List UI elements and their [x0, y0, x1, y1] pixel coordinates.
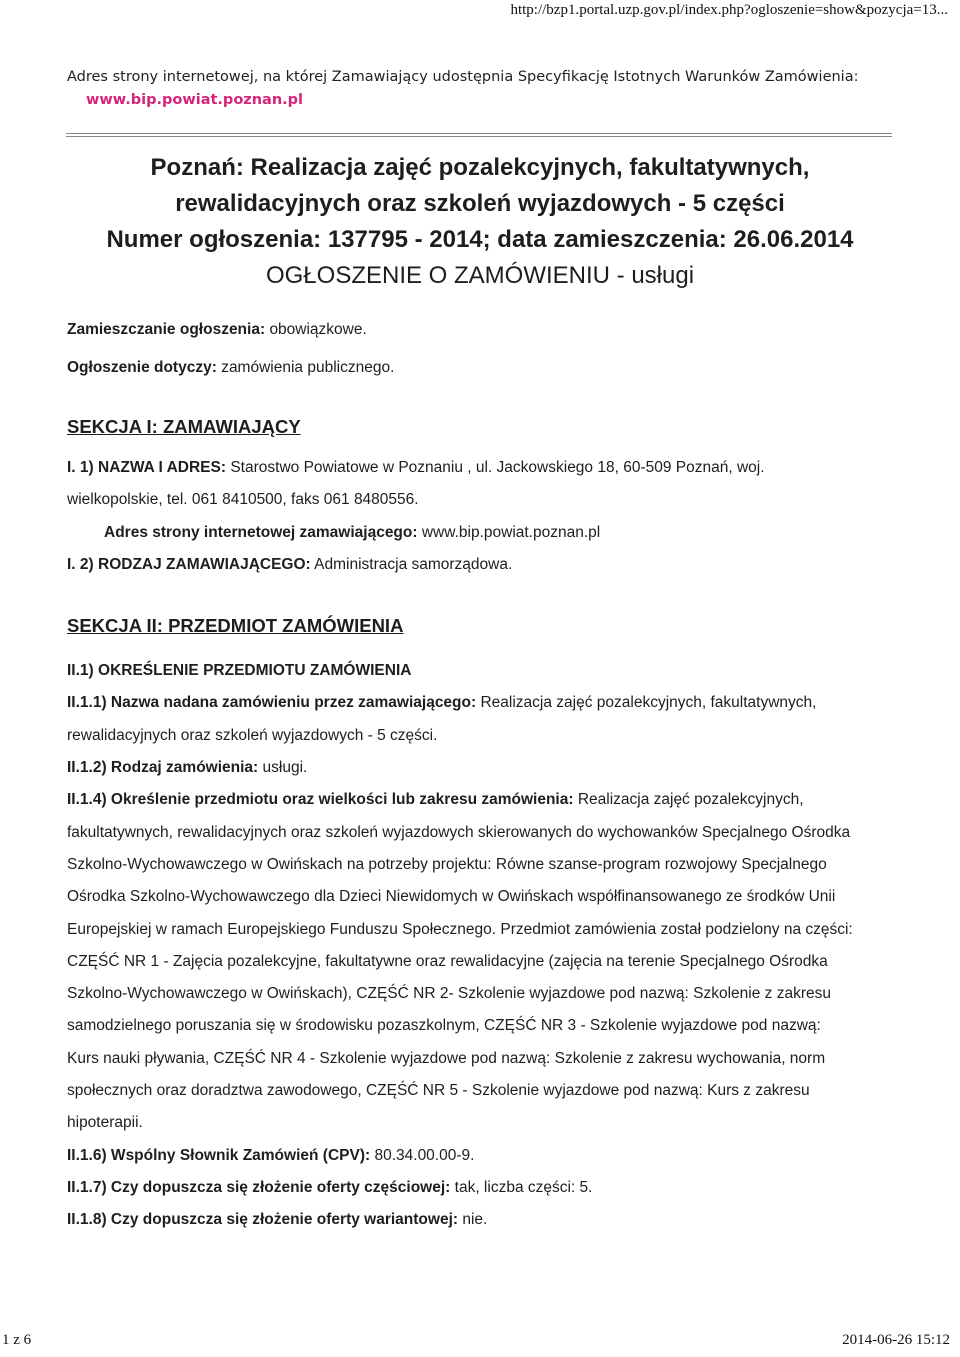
placement-row [67, 320, 907, 340]
desc-line: fakultatywnych, rewalidacyjnych oraz szkoleń wyjazdowych skierowanych do wychowanków Specjalnego Ośrodka [67, 823, 851, 841]
authority-type-value: Administracja samorządowa. [314, 555, 513, 573]
header-divider [66, 133, 892, 137]
authority-type-row [67, 549, 907, 581]
print-datetime: 2014-06-26 15:12 [842, 1332, 950, 1348]
notice-title-line-1: Poznań: Realizacja zajęć pozalekcyjnych, fakultatywnych, [150, 154, 810, 181]
contract-description-row [67, 784, 907, 1139]
contract-kind-value: usługi. [262, 759, 308, 777]
partial-offer-value: tak, liczba części: 5. [454, 1178, 593, 1196]
cpv-label: II.1.6) Wspólny Słownik Zamówień (CPV): [67, 1146, 371, 1164]
name-address-row [67, 452, 907, 517]
www-label: Adres strony internetowej zamawiającego: [104, 523, 418, 541]
variant-offer-row [67, 1204, 907, 1236]
variant-offer-label: II.1.8) Czy dopuszcza się złożenie oferty wariantowej: [67, 1211, 459, 1229]
concerns-label: Ogłoszenie dotyczy: [67, 359, 217, 376]
subject-subheading [67, 655, 907, 687]
placement-value: obowiązkowe. [269, 321, 367, 338]
desc-line: hipoterapii. [67, 1114, 143, 1132]
contract-description-label: II.1.4) Określenie przedmiotu oraz wielkości lub zakresu zamówienia: [67, 791, 574, 809]
notice-title-block [60, 150, 900, 294]
section-2-heading: SEKCJA II: PRZEDMIOT ZAMÓWIENIA [67, 615, 404, 637]
cpv-value: 80.34.00.00-9. [374, 1146, 475, 1164]
variant-offer-value: nie. [462, 1211, 488, 1229]
subject-subheading-text: II.1) OKREŚLENIE PRZEDMIOTU ZAMÓWIENIA [67, 662, 412, 680]
contract-kind-row [67, 752, 907, 784]
desc-line: samodzielnego poruszania się w środowisku pozaszkolnym, CZĘŚĆ NR 3 - Szkolenie wyjazdowe pod nazwą: [67, 1017, 821, 1035]
authority-type-label: I. 2) RODZAJ ZAMAWIAJĄCEGO: [67, 555, 311, 573]
concerns-row [67, 358, 907, 378]
print-url-header: http://bzp1.portal.uzp.gov.pl/index.php?ogloszenie=show&pozycja=13... [510, 2, 948, 18]
siwz-address-link[interactable]: www.bip.powiat.poznan.pl [86, 92, 304, 108]
desc-line: społecznych oraz doradztwa zawodowego, CZĘŚĆ NR 5 - Szkolenie wyjazdowe pod nazwą: Kurs z zakresu [67, 1082, 810, 1100]
desc-line: Ośrodka Szkolno-Wychowawczego dla Dzieci Niewidomych w Owińskach współfinansowanego ze środków Unii [67, 888, 836, 906]
contract-name-value: Realizacja zajęć pozalekcyjnych, fakultatywnych, [480, 694, 817, 712]
partial-offer-label: II.1.7) Czy dopuszcza się złożenie oferty częściowej: [67, 1178, 451, 1196]
contract-name-label: II.1.1) Nazwa nadana zamówieniu przez zamawiającego: [67, 694, 477, 712]
placement-label: Zamieszczanie ogłoszenia: [67, 321, 266, 338]
desc-line: Szkolno-Wychowawczego w Owińskach na potrzeby projektu: Równe szanse-program rozwojowy Specjalnego [67, 855, 827, 873]
notice-content [67, 320, 907, 1237]
desc-line: Europejskiej w ramach Europejskiego Funduszu Społecznego. Przedmiot zamówienia został podzielony na części: [67, 920, 853, 938]
www-row [67, 517, 907, 549]
notice-number-line: Numer ogłoszenia: 137795 - 2014; data zamieszczenia: 26.06.2014 [106, 226, 854, 253]
name-address-value: Starostwo Powiatowe w Poznaniu , ul. Jackowskiego 18, 60-509 Poznań, woj. [230, 459, 765, 476]
siwz-address-text: Adres strony internetowej, na której Zamawiający udostępnia Specyfikację Istotnych Warunków Zamówienia: [67, 69, 859, 85]
desc-line: Realizacja zajęć pozalekcyjnych, [577, 791, 804, 809]
page-number: 1 z 6 [2, 1332, 32, 1348]
name-address-value-cont: wielkopolskie, tel. 061 8410500, faks 061 8480556. [67, 491, 419, 509]
section-1-heading: SEKCJA I: ZAMAWIAJĄCY [67, 416, 301, 437]
cpv-row [67, 1140, 907, 1172]
desc-line: CZĘŚĆ NR 1 - Zajęcia pozalekcyjne, fakultatywne oraz rewalidacyjne (zajęcia na terenie Specjalnego Ośrodka [67, 952, 828, 970]
contract-kind-label: II.1.2) Rodzaj zamówienia: [67, 759, 259, 777]
desc-line: Szkolno-Wychowawczego w Owińskach), CZĘŚĆ NR 2- Szkolenie wyjazdowe pod nazwą: Szkolenie z zakresu [67, 985, 831, 1003]
desc-line: Kurs nauki pływania, CZĘŚĆ NR 4 - Szkolenie wyjazdowe pod nazwą: Szkolenie z zakresu wychowania, norm [67, 1049, 826, 1067]
www-value: www.bip.powiat.poznan.pl [421, 523, 601, 541]
notice-title-line-2: rewalidacyjnych oraz szkoleń wyjazdowych - 5 części [175, 190, 785, 217]
contract-name-row [67, 687, 907, 752]
partial-offer-row [67, 1172, 907, 1204]
concerns-value: zamówienia publicznego. [221, 359, 395, 376]
notice-type-line: OGŁOSZENIE O ZAMÓWIENIU - usługi [265, 262, 695, 289]
name-address-label: I. 1) NAZWA I ADRES: [67, 459, 227, 476]
contract-name-value-cont: rewalidacyjnych oraz szkoleń wyjazdowych - 5 części. [67, 726, 438, 744]
